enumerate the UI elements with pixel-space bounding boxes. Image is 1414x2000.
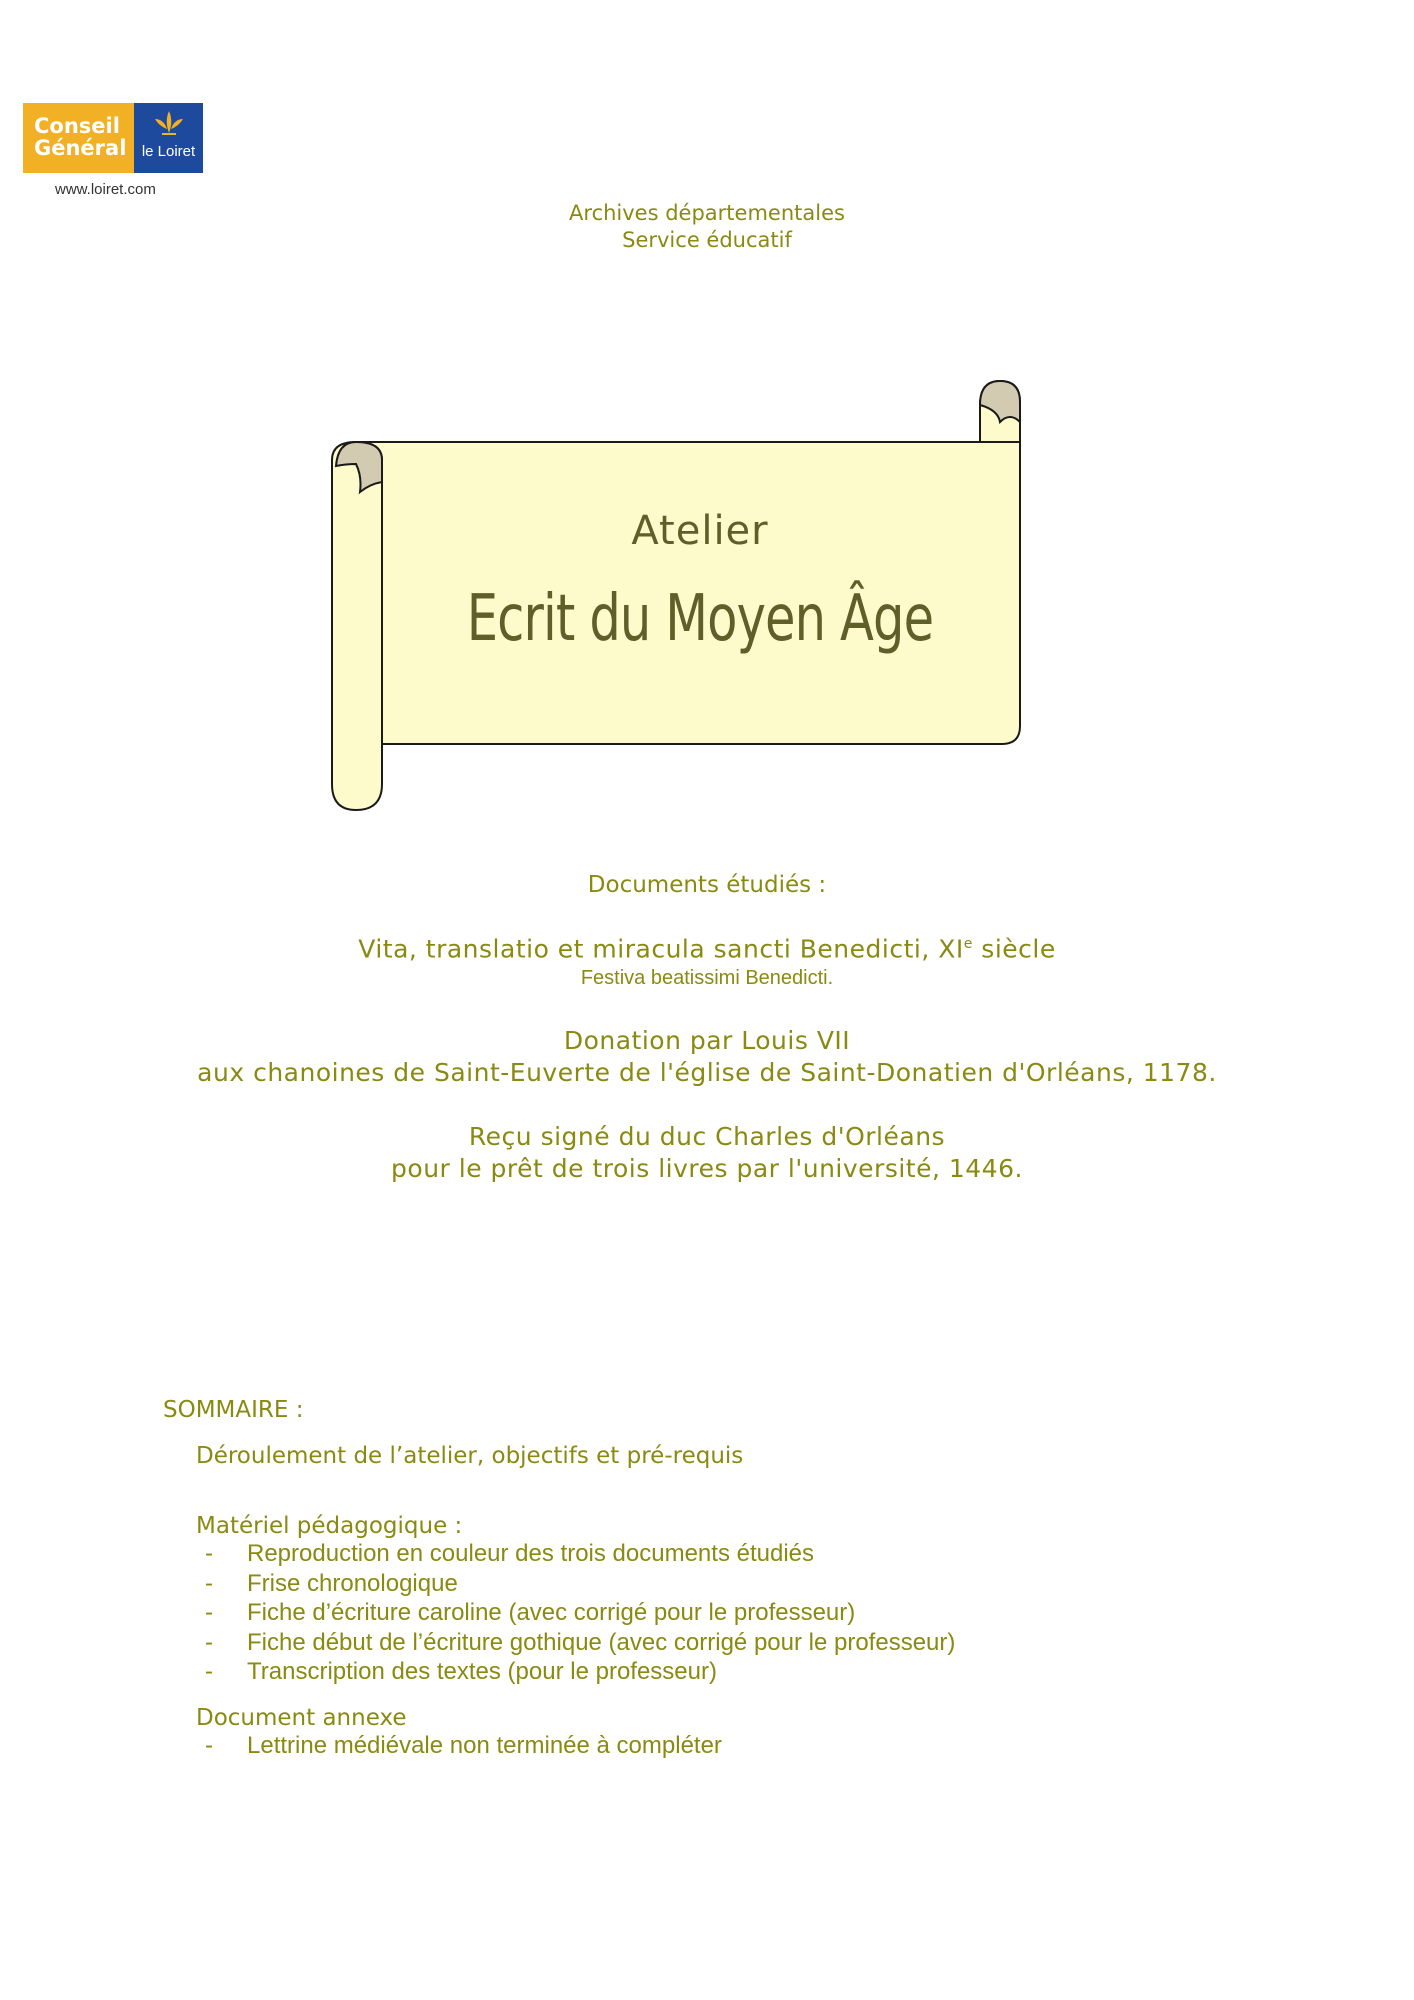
sommaire-section-2: Matériel pédagogique :	[196, 1513, 463, 1539]
sommaire-heading: SOMMAIRE :	[163, 1397, 304, 1423]
logo-right-panel	[134, 103, 203, 173]
scroll-left-roll	[332, 442, 382, 810]
document-1-sup: e	[963, 936, 973, 952]
scroll-title: Ecrit du Moyen Âge	[466, 582, 934, 656]
list-item-text: Reproduction en couleur des trois documents étudiés	[247, 1540, 814, 1567]
list-item-text: Fiche d’écriture caroline (avec corrigé pour le professeur)	[247, 1599, 856, 1626]
list-item-text: Frise chronologique	[247, 1569, 458, 1597]
document-2-line2: aux chanoines de Saint-Euverte de l'église de Saint-Donatien d'Orléans, 1178.	[197, 1058, 1217, 1088]
document-3-line1: Reçu signé du duc Charles d'Orléans	[468, 1122, 946, 1152]
scroll-atelier-label: Atelier	[631, 508, 769, 554]
logo-text-line1: Conseil	[34, 114, 120, 138]
logo-right-text: le Loiret	[141, 143, 196, 160]
document-1-title	[0, 928, 1414, 965]
document-3-line2: pour le prêt de trois livres par l'université, 1446.	[391, 1154, 1023, 1184]
list-item	[205, 1731, 955, 1761]
document-1-tail: siècle	[972, 934, 1056, 964]
logo-left-panel	[23, 103, 134, 173]
list-item-text: Transcription des textes (pour le professeur)	[247, 1658, 717, 1685]
list-item	[205, 1539, 955, 1569]
logo-badge	[23, 103, 203, 173]
page-header	[0, 200, 1414, 254]
bullet-dash: -	[205, 1569, 213, 1597]
bullet-dash: -	[205, 1599, 213, 1626]
header-line1: Archives départementales	[569, 201, 845, 225]
sommaire-section	[163, 1397, 955, 1760]
list-item	[205, 1628, 955, 1658]
bullet-dash: -	[205, 1628, 213, 1656]
documents-section	[0, 872, 1414, 1185]
sommaire-section-3: Document annexe	[196, 1704, 407, 1731]
logo-url: www.loiret.com	[55, 181, 156, 198]
logo-text-line2: Général	[34, 136, 127, 160]
header-line2: Service éducatif	[622, 228, 792, 252]
fleur-de-lis-icon	[152, 109, 186, 141]
sommaire-section-1: Déroulement de l’atelier, objectifs et pré-requis	[196, 1443, 744, 1469]
list-item-text: Lettrine médiévale non terminée à compléter	[247, 1731, 722, 1759]
document-1-subtitle: Festiva beatissimi Benedicti.	[580, 967, 834, 990]
list-item	[205, 1569, 955, 1599]
sommaire-section-2-list	[205, 1539, 955, 1687]
bullet-dash: -	[205, 1731, 213, 1759]
documents-title: Documents étudiés :	[587, 872, 827, 898]
document-2-line1: Donation par Louis VII	[563, 1026, 851, 1056]
bullet-dash: -	[205, 1540, 213, 1567]
sommaire-section-3-list	[205, 1731, 955, 1761]
bullet-dash: -	[205, 1658, 213, 1685]
list-item	[205, 1657, 955, 1687]
document-1-main: Vita, translatio et miracula sancti Benedicti, XI	[358, 934, 964, 964]
list-item	[205, 1598, 955, 1628]
list-item-text: Fiche début de l’écriture gothique (avec corrigé pour le professeur)	[247, 1628, 956, 1656]
conseil-general-logo	[23, 103, 203, 198]
